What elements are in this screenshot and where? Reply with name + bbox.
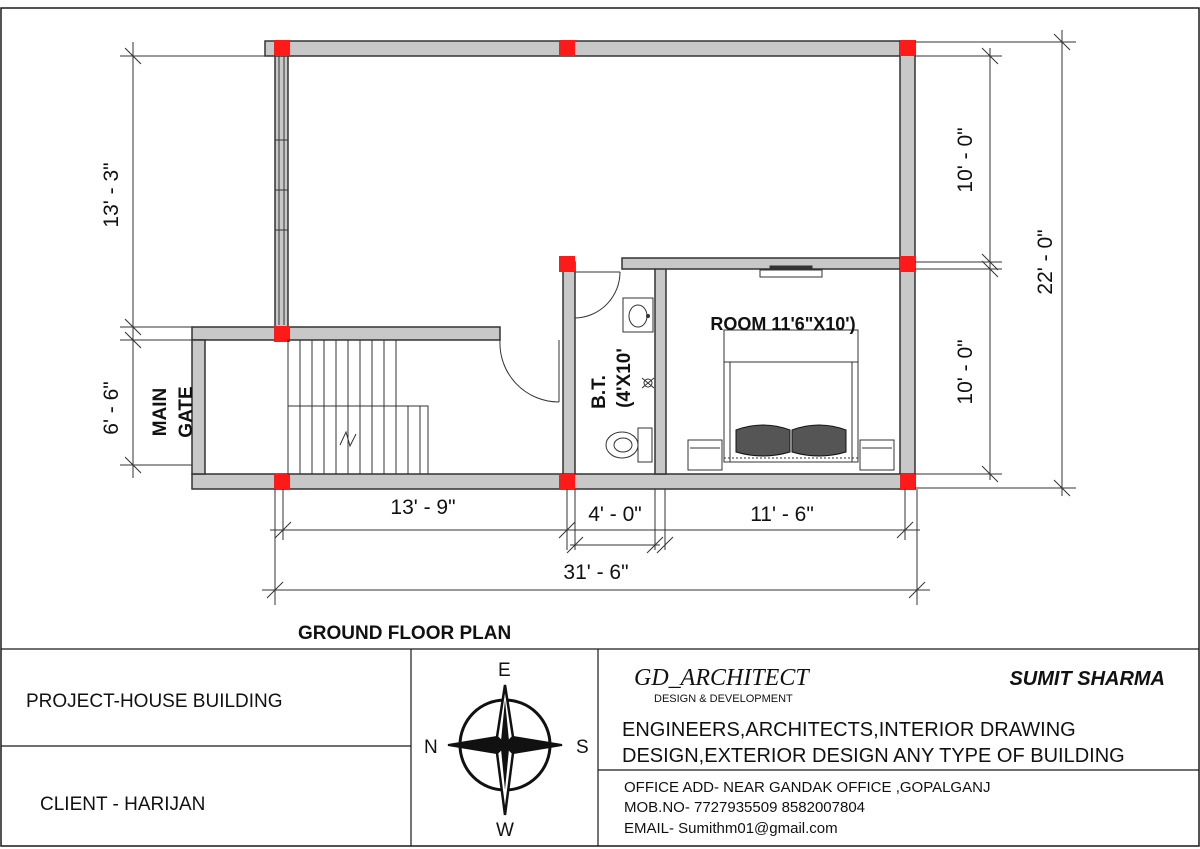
dim-right-total: 22' - 0" xyxy=(1034,229,1057,295)
project-name: PROJECT-HOUSE BUILDING xyxy=(26,691,283,712)
compass-east: E xyxy=(498,660,511,681)
client-name: CLIENT - HARIJAN xyxy=(40,794,206,815)
dim-left-top: 13' - 3" xyxy=(100,162,123,228)
designer-name: SUMIT SHARMA xyxy=(1009,668,1165,690)
gate-top-wall xyxy=(192,327,500,340)
dim-bottom-stair: 13' - 9" xyxy=(390,496,456,519)
room-furniture xyxy=(688,266,894,470)
top-wall xyxy=(265,41,915,56)
mobile-number: MOB.NO- 7727935509 8582007804 xyxy=(624,799,866,816)
services-line1: ENGINEERS,ARCHITECTS,INTERIOR DRAWING xyxy=(622,719,1076,741)
room-left-wall xyxy=(655,268,666,474)
bath-label-line1: B.T. xyxy=(589,375,610,409)
dim-bottom-total: 31' - 6" xyxy=(563,561,629,584)
services-line2: DESIGN,EXTERIOR DESIGN ANY TYPE OF BUILDING xyxy=(622,745,1125,767)
nightstand-right xyxy=(860,440,894,470)
bath-left-wall xyxy=(563,262,575,474)
compass-south: S xyxy=(576,737,589,758)
shower-icon xyxy=(642,378,654,388)
dim-bottom-bath: 4' - 0" xyxy=(588,503,642,526)
email-address: EMAIL- Sumithm01@gmail.com xyxy=(624,820,838,837)
bed xyxy=(724,330,858,462)
gate-label-line2: GATE xyxy=(176,386,197,438)
staircase xyxy=(288,340,428,474)
dim-right-bottom: 10' - 0" xyxy=(954,339,977,405)
plan-title: GROUND FLOOR PLAN xyxy=(298,623,512,644)
compass-north: N xyxy=(424,737,438,758)
office-address: OFFICE ADD- NEAR GANDAK OFFICE ,GOPALGANJ xyxy=(624,779,991,796)
dim-right-top: 10' - 0" xyxy=(954,127,977,193)
nightstand-left xyxy=(688,440,722,470)
left-upper-wall xyxy=(275,56,288,339)
dim-left-bottom: 6' - 6" xyxy=(100,381,123,435)
room-top-wall xyxy=(622,258,900,269)
toilet-icon xyxy=(606,428,652,462)
room-label: ROOM 11'6"X10') xyxy=(710,314,856,334)
gate-label-line1: MAIN xyxy=(150,387,171,437)
dim-bottom-room: 11' - 6" xyxy=(750,503,814,526)
compass-west: W xyxy=(496,820,514,841)
firm-tagline: DESIGN & DEVELOPMENT xyxy=(654,693,793,705)
compass-icon xyxy=(448,685,562,815)
bath-label-line2: (4'X10' xyxy=(614,348,635,408)
firm-name: GD_ARCHITECT xyxy=(634,665,809,691)
bottom-wall xyxy=(192,474,915,489)
